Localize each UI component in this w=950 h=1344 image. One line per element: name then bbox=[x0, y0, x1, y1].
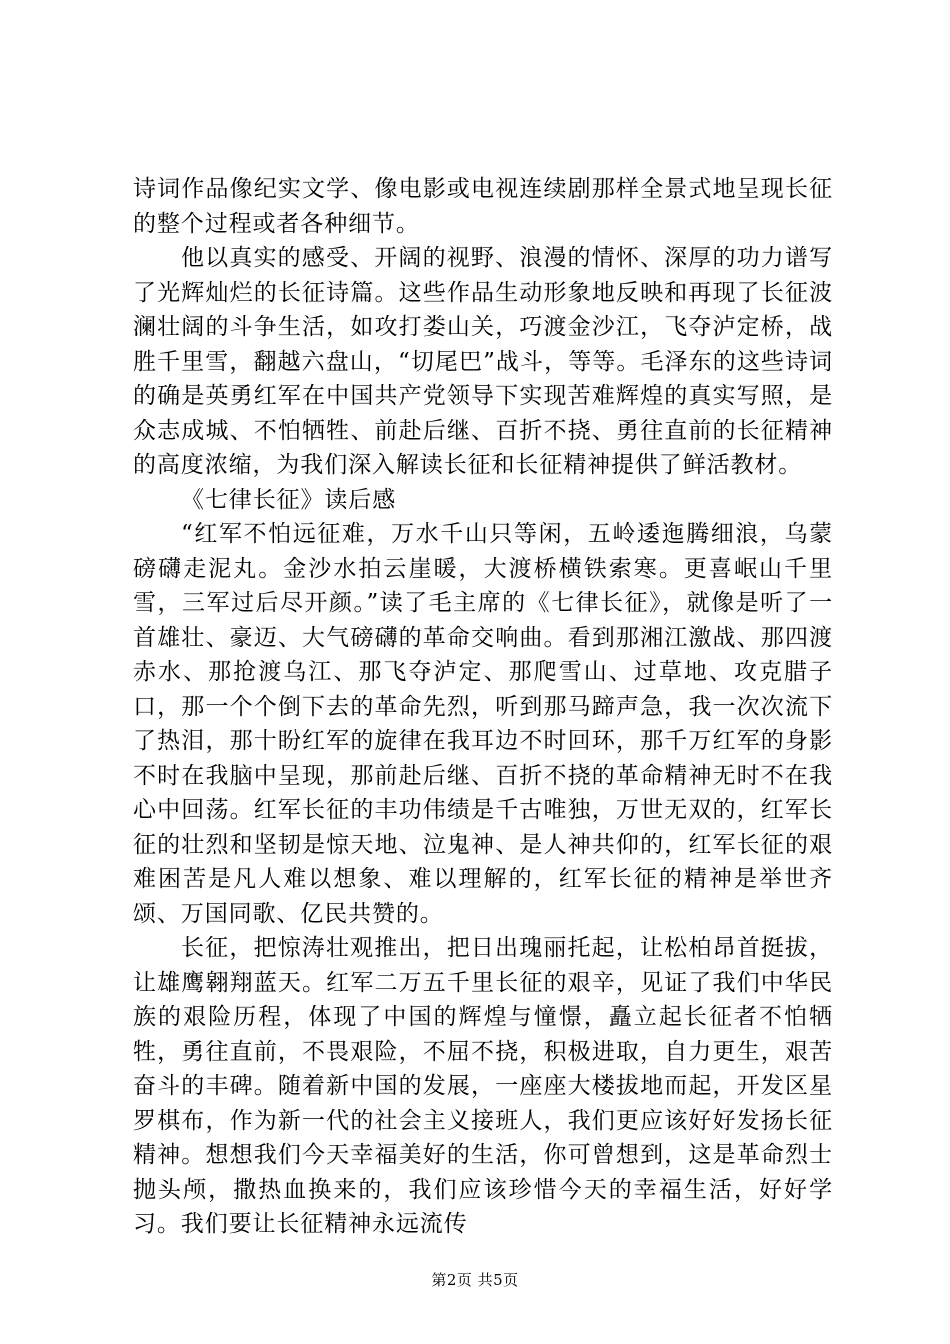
paragraph-long-march-spirit: 长征，把惊涛壮观推出，把日出瑰丽托起，让松柏昂首挺拔，让雄鹰翱翔蓝天。红军二万五千里长征的艰辛，见证了我们中华民族的艰险历程，体现了中国的辉煌与憧憬，矗立起长征者不怕牺牲，勇往直前，不畏艰险，不屈不挠，积极进取，自力更生，艰苦奋斗的丰碑。随着新中国的发展，一座座大楼拔地而起，开发区星罗棋布，作为新一代的社会主义接班人，我们更应该好好发扬长征精神。想想我们今天幸福美好的生活，你可曾想到，这是革命烈士抛头颅，撒热血换来的，我们应该珍惜今天的幸福生活，好好学习。我们要让长征精神永远流传 bbox=[133, 935, 833, 1237]
page-number-footer: 第2页 共5页 bbox=[431, 1271, 519, 1289]
document-body bbox=[133, 172, 833, 1242]
essay-heading: 《七律长征》读后感 bbox=[181, 486, 397, 513]
paragraph-poem-reflection: “红军不怕远征难，万水千山只等闲，五岭逶迤腾细浪，乌蒙磅礴走泥丸。金沙水拍云崖暖，大渡桥横铁索寒。更喜岷山千里雪，三军过后尽开颜。”读了毛主席的《七律长征》，就像是听了一首雄壮、豪迈、大气磅礴的革命交响曲。看到那湘江激战、那四渡赤水、那抢渡乌江、那飞夺泸定、那爬雪山、过草地、攻克腊子口，那一个个倒下去的革命先烈，听到那马蹄声急，我一次次流下了热泪，那十盼红军的旋律在我耳边不时回环，那千万红军的身影不时在我脑中呈现，那前赴后继、百折不挠的革命精神无时不在我心中回荡。红军长征的丰功伟绩是千古唯独，万世无双的，红军长征的壮烈和坚韧是惊天地、泣鬼神、是人神共仰的，红军长征的艰难困苦是凡人难以想象、难以理解的，红军长征的精神是举世齐颂、万国同歌、亿民共赞的。 bbox=[133, 521, 833, 927]
paragraph-poetry-commentary: 他以真实的感受、开阔的视野、浪漫的情怀、深厚的功力谱写了光辉灿烂的长征诗篇。这些作品生动形象地反映和再现了长征波澜壮阔的斗争生活，如攻打娄山关，巧渡金沙江，飞夺泸定桥，战胜千里雪，翻越六盘山，“切尾巴”战斗，等等。毛泽东的这些诗词的确是英勇红军在中国共产党领导下实现苦难辉煌的真实写照，是众志成城、不怕牺牲、前赴后继、百折不挠、勇往直前的长征精神的高度浓缩，为我们深入解读长征和长征精神提供了鲜活教材。 bbox=[133, 245, 833, 478]
paragraph-continued: 诗词作品像纪实文学、像电影或电视连续剧那样全景式地呈现长征的整个过程或者各种细节。 bbox=[133, 176, 833, 237]
